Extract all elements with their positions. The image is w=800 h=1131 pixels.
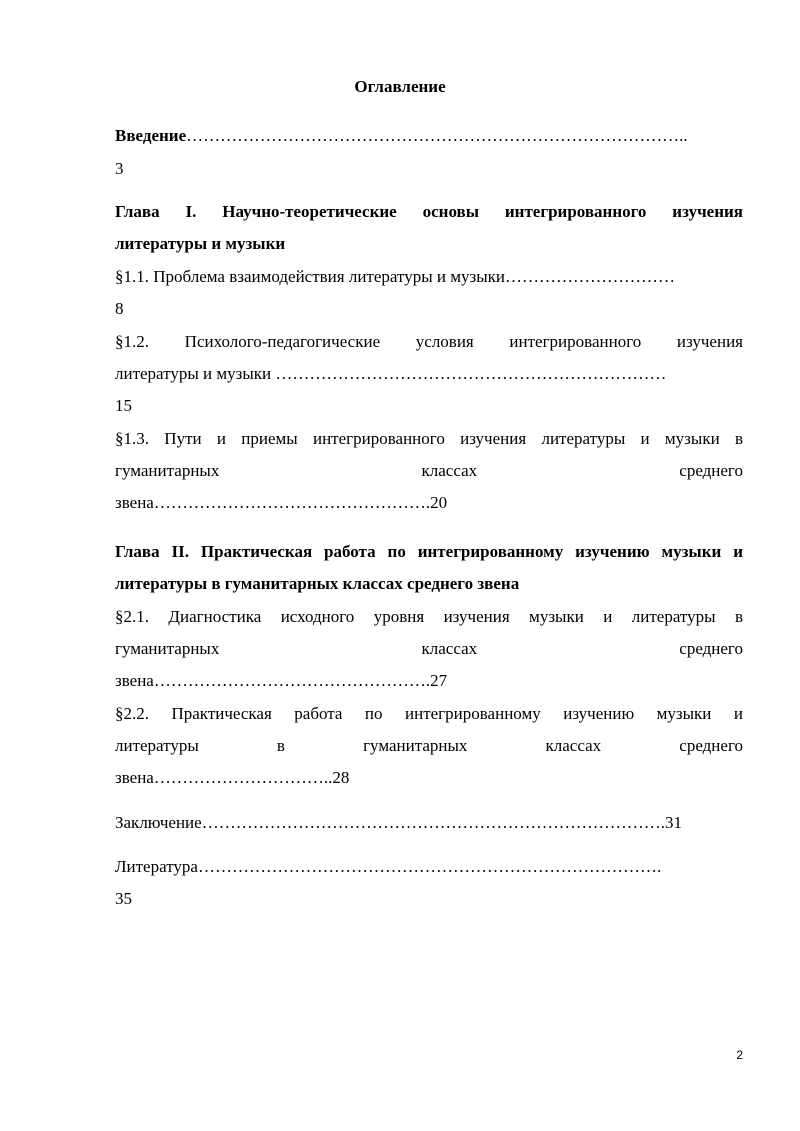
chapter1-title-line1: Глава I. Научно-теоретические основы интегрированного изучения [115,202,743,221]
section-2-2-line3: звена…………………………..28 [115,768,350,787]
toc-entry-intro [115,124,743,148]
section-1-2-line1: §1.2. Психолого-педагогические условия интегрированного изучения [115,332,743,351]
toc-title: Оглавление [354,77,446,96]
section-1-3-line3: звена………………………………………….20 [115,493,448,512]
section-2-1-line3: звена………………………………………….27 [115,671,448,690]
page-number: 2 [736,1048,743,1062]
section-2-2-line1: §2.2. Практическая работа по интегрированному изучению музыки и [115,704,743,723]
section-1-3-line1: §1.3. Пути и приемы интегрированного изучения литературы и музыки в [115,429,743,448]
section-1-1: §1.1. Проблема взаимодействия литературы и музыки………………………… [115,267,675,286]
chapter2-title-line1: Глава II. Практическая работа по интегрированному изучению музыки и [115,542,743,561]
section-1-1-page: 8 [115,299,124,318]
intro-label: Введение [115,126,187,145]
intro-dots: …………………………………………………………………………….. [186,126,688,145]
section-2-1-line2: гуманитарных классах среднего [115,639,743,658]
section-1-2-page: 15 [115,396,132,415]
section-1-3-line2: гуманитарных классах среднего [115,461,743,480]
section-2-2-line2: литературы в гуманитарных классах среднего [115,736,743,755]
toc-entry-conclusion: Заключение……………………………………………………………………….31 [115,813,682,832]
chapter1-title-line2: литературы и музыки [115,234,286,253]
chapter2-title-line2: литературы в гуманитарных классах среднего звена [115,574,520,593]
section-2-1-line1: §2.1. Диагностика исходного уровня изучения музыки и литературы в [115,607,743,626]
toc-entry-literature: Литература………………………………………………………………………. [115,857,662,876]
literature-page: 35 [115,889,132,908]
intro-page: 3 [115,159,124,178]
section-1-2-line2: литературы и музыки …………………………………………………………… [115,364,667,383]
